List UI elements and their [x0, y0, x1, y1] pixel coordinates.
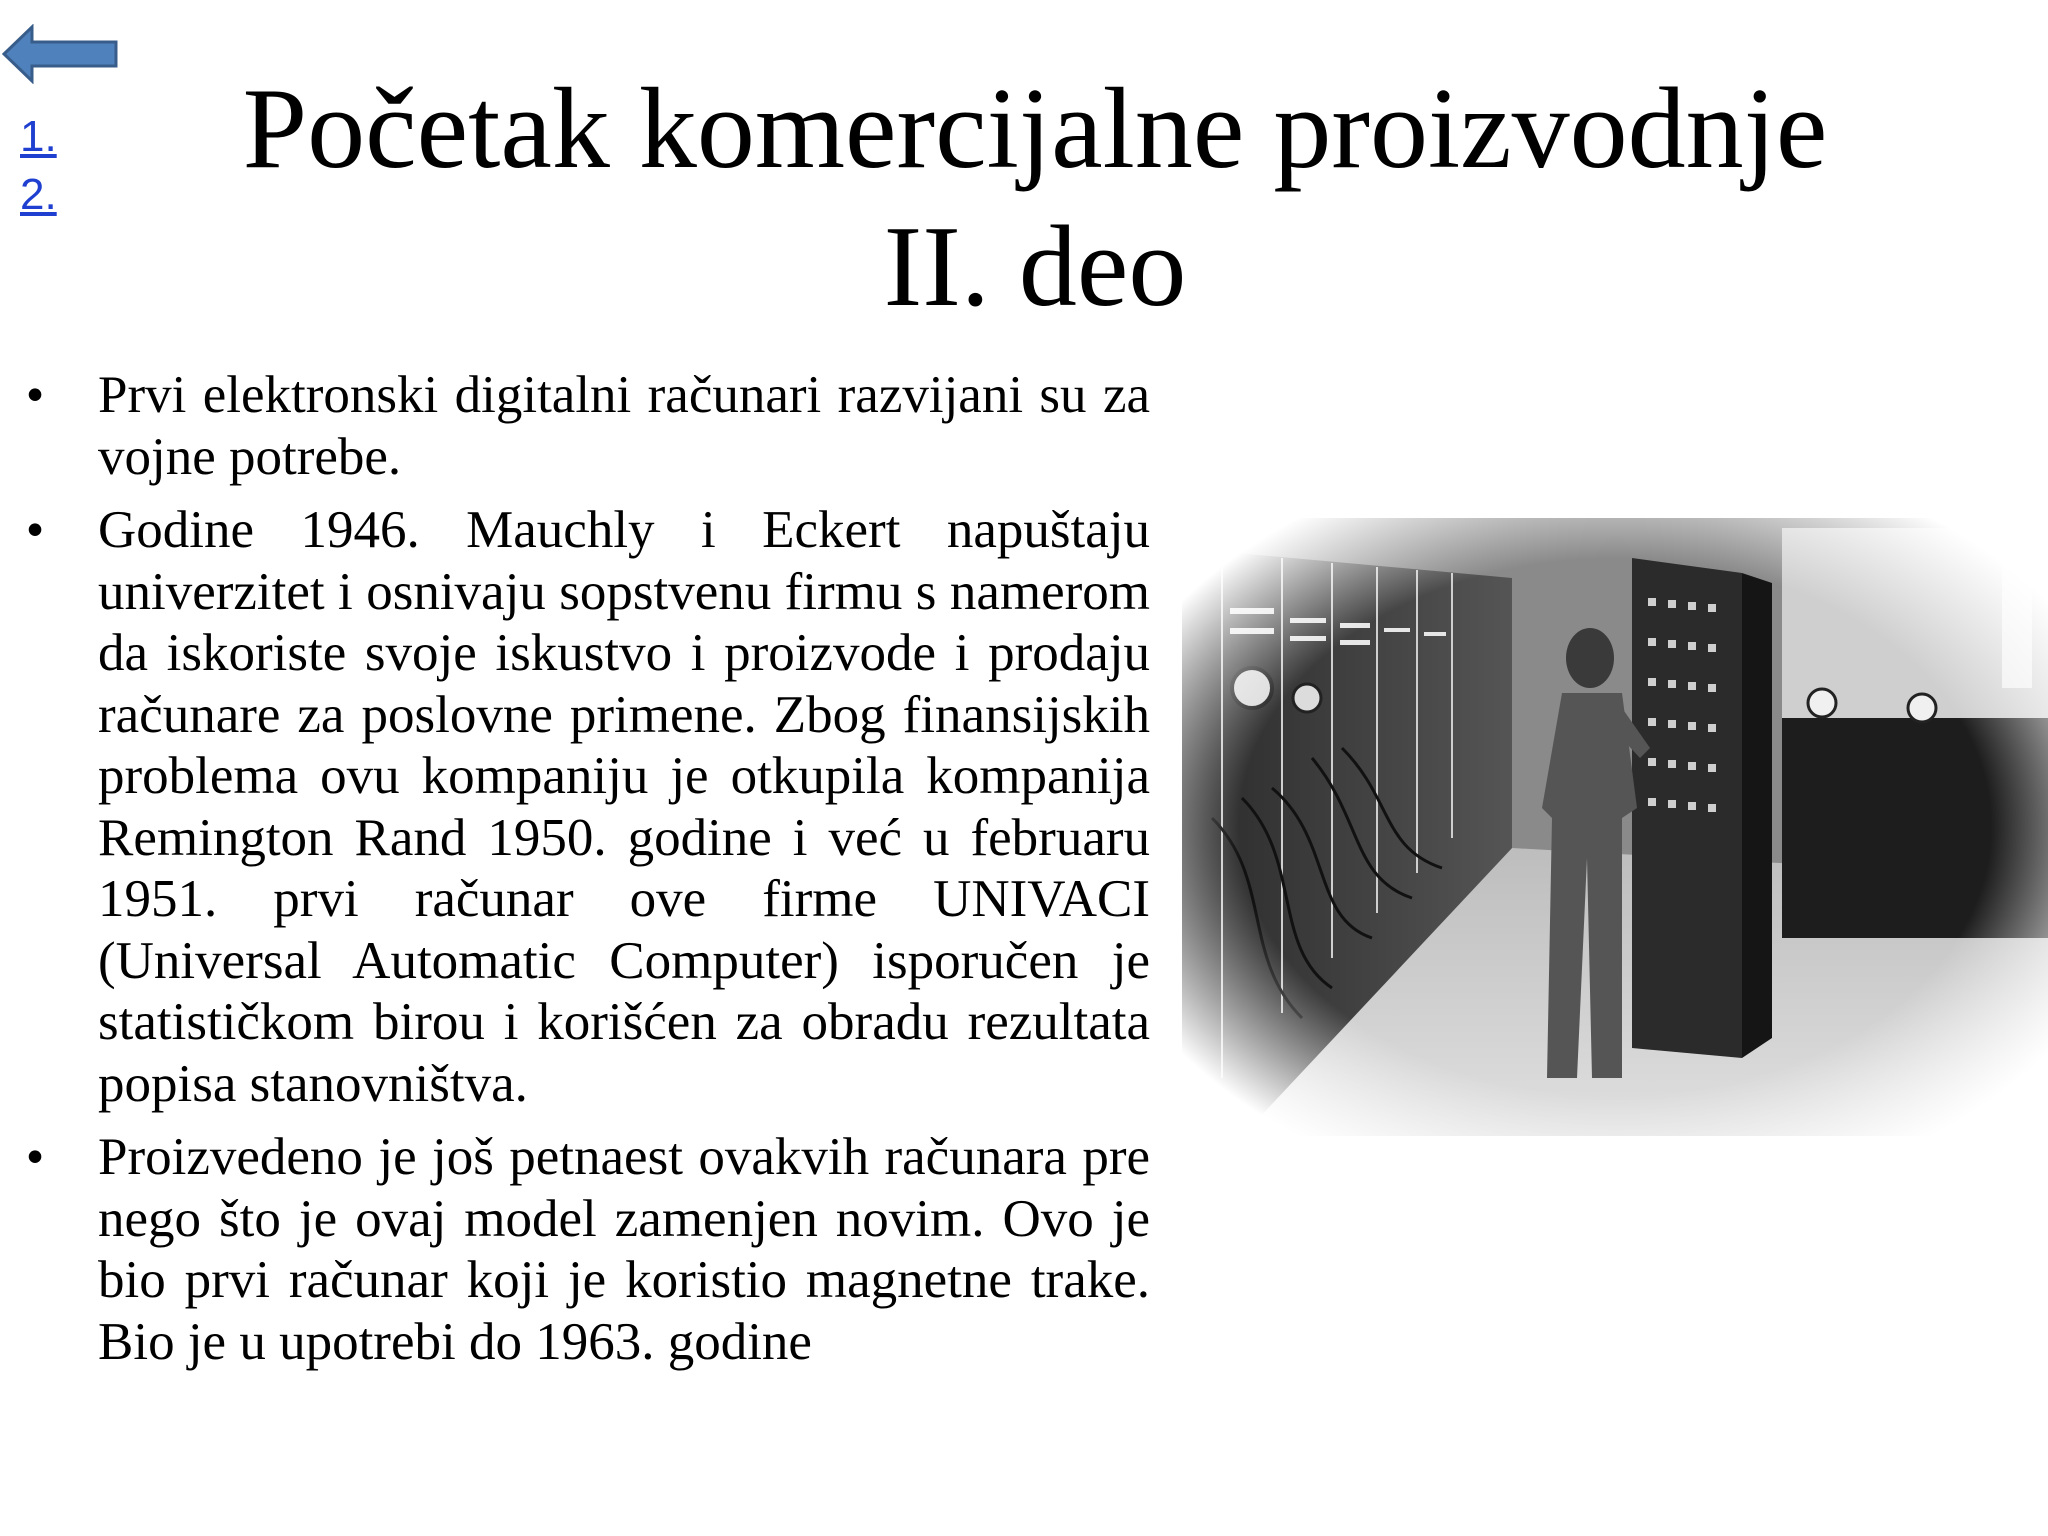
title-line-2: II. deo	[883, 203, 1187, 331]
bullet-marker: •	[25, 501, 45, 559]
bullet-text: Proizvedeno je još petnaest ovakvih računara pre nego što je ovaj model zamenjen novim. Ovo je bio prvi računar koji je koristio magnetne trake. Bio je u upotrebi do 1963. godine	[98, 1128, 1150, 1371]
bullet-marker: •	[25, 366, 45, 424]
bullet-item	[20, 1127, 1150, 1373]
slide-navigation	[20, 108, 57, 224]
back-arrow-icon[interactable]	[2, 24, 118, 84]
bullet-list	[20, 365, 1150, 1385]
bullet-text: Godine 1946. Mauchly i Eckert napuštaju univerzitet i osnivaju sopstvenu firmu s namerom da iskoriste svoje iskustvo i proizvode i prodaju računare za poslovne primene. Zbog finansijskih problema ovu kompaniju je otkupila kompanija Remington Rand 1950. godine i već u februaru 1951. prvi računar ove firme UNIVACI (Universal Automatic Computer) isporučen je statističkom birou i korišćen za obradu rezultata popisa stanovništva.	[98, 501, 1150, 1113]
bullet-marker: •	[25, 1128, 45, 1186]
slide-title	[160, 60, 1910, 336]
title-line-1: Početak komercijalne proizvodnje	[242, 65, 1828, 193]
bullet-item	[20, 500, 1150, 1115]
bullet-text: Prvi elektronski digitalni računari razvijani su za vojne potrebe.	[98, 366, 1150, 486]
nav-link-2[interactable]: 2.	[20, 170, 57, 219]
computer-room-photo	[1182, 518, 2048, 1136]
bullet-item	[20, 365, 1150, 488]
nav-link-1[interactable]: 1.	[20, 112, 57, 161]
